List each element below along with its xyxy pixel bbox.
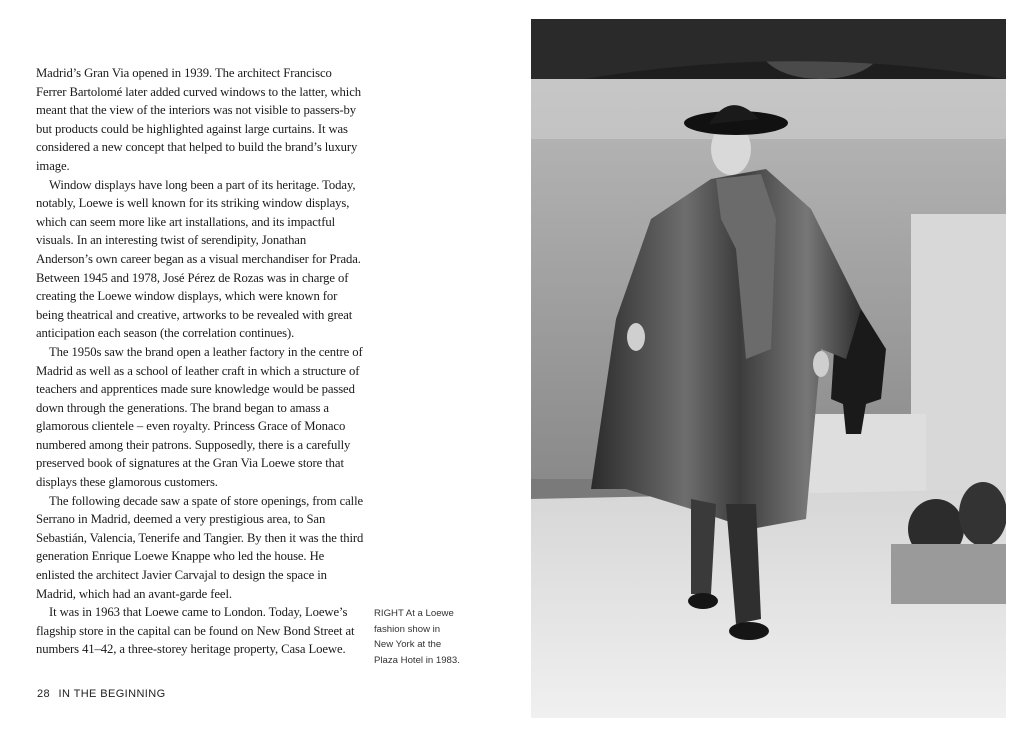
page-number: 28 <box>37 688 51 700</box>
paragraph: Window displays have long been a part of its heritage. Today, notably, Loewe is well known for its striking window displays, which can seem more like art installations, and its impactful visuals. In an interesting twist of serendipity, Jonathan Anderson’s own career began as a visual merchandiser for Prada. Between 1945 and 1978, José Pérez de Rozas was in charge of creating the Loewe window displays, which were known for being theatrical and creative, artworks to be revealed with great anticipation each season (the correlation continues). <box>36 177 361 341</box>
page-footer <box>37 688 166 700</box>
photo-caption <box>374 606 484 668</box>
caption-line: Plaza Hotel in 1983. <box>374 654 460 666</box>
caption-line: New York at the <box>374 639 442 651</box>
article-body <box>36 64 364 659</box>
caption-line: fashion show in <box>374 623 441 635</box>
paragraph: Madrid’s Gran Via opened in 1939. The architect Francisco Ferrer Bartolomé later added curved windows to the latter, which meant that the view of the interiors was not visible to passers-by but products could be highlighted against large curtains. It was considered a new concept that helped to build the brand’s luxury image. <box>36 66 361 173</box>
paragraph: The 1950s saw the brand open a leather factory in the centre of Madrid as well as a school of leather craft in which a structure of teachers and apprentices made sure knowledge would be passed down through the generations. The brand began to amass a glamorous clientele – even royalty. Princess Grace of Monaco numbered among their patrons. Supposedly, there is a carefully preserved book of signatures at the Gran Via Loewe store that displays these glamorous customers. <box>36 344 363 490</box>
paragraph: The following decade saw a spate of store openings, from calle Serrano in Madrid, deemed a very prestigious area, to San Sebastián, Valencia, Tenerife and Tangier. By then it was the third generation Enrique Loewe Knappe who led the house. He enlisted the architect Javier Carvajal to design the space in Madrid, which had an avant-garde feel. <box>36 493 364 601</box>
audience-member <box>959 482 1006 546</box>
running-title: IN THE BEGINNING <box>58 688 166 700</box>
paragraph: It was in 1963 that Loewe came to London. Today, Loewe’s flagship store in the capital can be found on New Bond Street at numbers 41–42, a three-storey heritage property, Casa Loewe. <box>36 605 355 657</box>
photo-illustration <box>531 19 1006 718</box>
caption-line: RIGHT At a Loewe <box>374 608 454 619</box>
fashion-show-photo <box>531 19 1006 718</box>
